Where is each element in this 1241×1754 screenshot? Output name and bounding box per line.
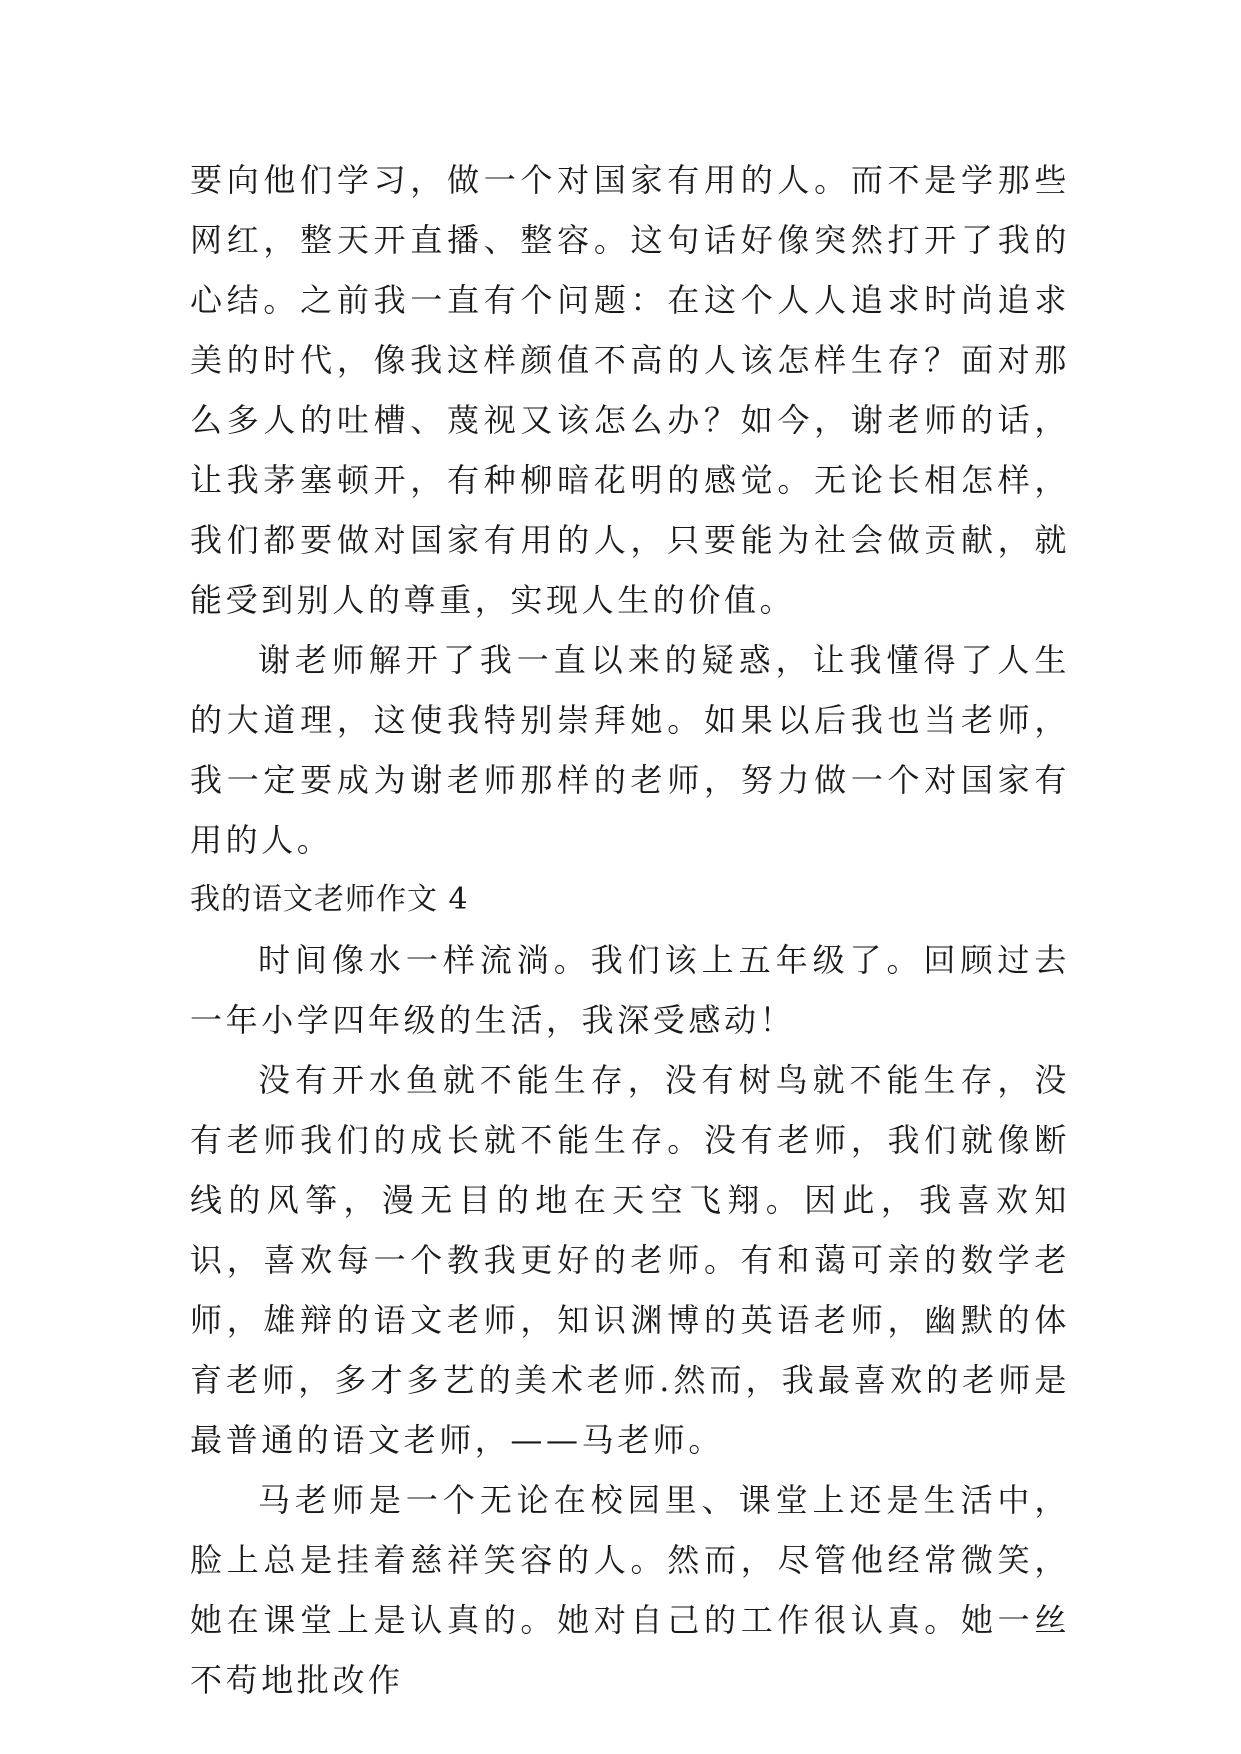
paragraph-5: 马老师是一个无论在校园里、课堂上还是生活中，脸上总是挂着慈祥笑容的人。然而，尽管他经常微笑，她在课堂上是认真的。她对自己的工作很认真。她一丝不苟地批改作 (190, 1481, 1070, 1699)
paragraph-4: 没有开水鱼就不能生存，没有树鸟就不能生存，没有老师我们的成长就不能生存。没有老师，我们就像断线的风筝，漫无目的地在天空飞翔。因此，我喜欢知识，喜欢每一个教我更好的老师。有和蔼可亲的数学老师，雄辩的语文老师，知识渊博的英语老师，幽默的体育老师，多才多艺的美术老师.然而，我最喜欢的老师是最普通的语文老师，——马老师。 (190, 1061, 1070, 1459)
paragraph-1: 要向他们学习，做一个对国家有用的人。而不是学那些网红，整天开直播、整容。这句话好像突然打开了我的心结。之前我一直有个问题：在这个人人追求时尚追求美的时代，像我这样颜值不高的人该怎样生存？面对那么多人的吐槽、蔑视又该怎么办？如今，谢老师的话，让我茅塞顿开，有种柳暗花明的感觉。无论长相怎样，我们都要做对国家有用的人，只要能为社会做贡献，就能受到别人的尊重，实现人生的价值。 (190, 161, 1070, 619)
section-heading: 我的语文老师作文 4 (190, 882, 469, 917)
document-page (190, 150, 1070, 1710)
paragraph-2: 谢老师解开了我一直以来的疑惑，让我懂得了人生的大道理，这使我特别崇拜她。如果以后我也当老师，我一定要成为谢老师那样的老师，努力做一个对国家有用的人。 (190, 641, 1070, 859)
paragraph-3: 时间像水一样流淌。我们该上五年级了。回顾过去一年小学四年级的生活，我深受感动！ (190, 941, 1070, 1039)
